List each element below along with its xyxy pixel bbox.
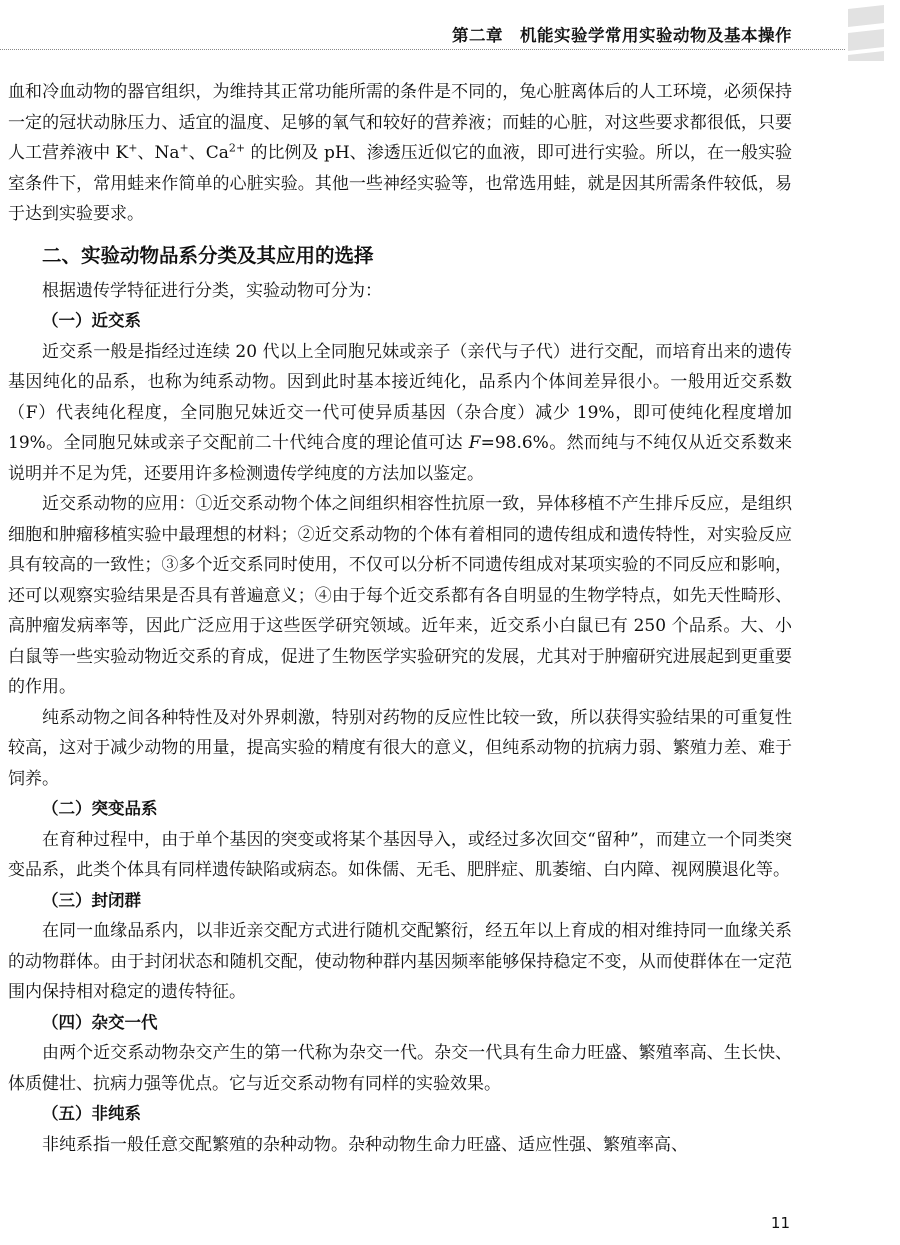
superscript-charge: +: [128, 141, 138, 155]
paragraph-text: 、Ca: [188, 143, 229, 163]
section-intro: 根据遗传学特征进行分类，实验动物可分为：: [42, 280, 382, 301]
paragraph-mutant: 在育种过程中，由于单个基因的突变或将某个基因导入，或经过多次回交“留种”，而建立一个同类突变品系，此类个体具有同样遗传缺陷或病态。如侏儒、无毛、肥胖症、肌萎缩、白内障、视网膜退化等。: [8, 829, 792, 880]
subsection-heading-outbred: （五）非纯系: [42, 1104, 141, 1123]
paragraph-closed-colony: 在同一血缘品系内，以非近亲交配方式进行随机交配繁衍，经五年以上育成的相对维持同一血缘关系的动物群体。由于封闭状态和随机交配，使动物种群内基因频率能够保持稳定不变，从而使群体在一定范围内保持相对稳定的遗传特征。: [8, 921, 792, 1002]
paragraph-f1-hybrid: 由两个近交系动物杂交产生的第一代称为杂交一代。杂交一代具有生命力旺盛、繁殖率高、生长快、体质健壮、抗病力强等优点。它与近交系动物有同样的实验效果。: [8, 1043, 792, 1094]
paragraph-inbred-characteristics: 纯系动物之间各种特性及对外界刺激，特别对药物的反应性比较一致，所以获得实验结果的可重复性较高，这对于减少动物的用量，提高实验的精度有很大的意义，但纯系动物的抗病力弱、繁殖力差、难于饲养。: [8, 707, 792, 789]
paragraph-text: 的比例及 pH、渗透压近似它的血液，即可进行实验。所以，在一般实验室条件下，常用蛙来作简单的心脏实验。其他一些神经实验等，也常选用蛙，就是因其所需条件较低，易于达到实验要求。: [8, 143, 792, 224]
italic-variable: F: [468, 433, 481, 453]
paragraph-inbred-definition: [8, 337, 792, 490]
paragraph-continued: [8, 77, 792, 230]
subsection-heading-closed-colony: （三）封闭群: [42, 890, 141, 910]
paragraph-text: =98.6%。然而纯与不纯仅从近交系数来说明并不足为凭，还要用许多检测遗传学纯度的方法加以鉴定。: [8, 433, 792, 484]
subsection-heading-inbred: （一）近交系: [42, 311, 141, 330]
page-header: [0, 0, 900, 50]
subsection-heading-mutant: （二）突变品系: [42, 799, 158, 818]
superscript-charge: 2+: [228, 141, 246, 155]
running-header-title: 第二章 机能实验学常用实验动物及基本操作: [452, 26, 792, 45]
subsection-heading-f1-hybrid: （四）杂交一代: [42, 1012, 158, 1032]
section-heading: 二、实验动物品系分类及其应用的选择: [42, 243, 374, 267]
superscript-charge: +: [179, 141, 189, 155]
paragraph-text: 近交系一般是指经过连续 20 代以上全同胞兄妹或亲子（亲代与子代）进行交配，而培育出来的遗传基因纯化的品系，也称为纯系动物。因到此时基本接近纯化，品系内个体间差异很小。一般用近交系数（F）代表纯化程度，全同胞兄妹近交一代可使异质基因（杂合度）减少 19%，即可使纯化程度增加 19%。全同胞兄妹或亲子交配前二十代纯合度的理论值可达: [8, 341, 792, 453]
page-body: [8, 77, 792, 1160]
paragraph-text: 、Na: [137, 143, 180, 163]
paragraph-inbred-applications: 近交系动物的应用：①近交系动物个体之间组织相容性抗原一致，异体移植不产生排斥反应，是组织细胞和肿瘤移植实验中最理想的材料；②近交系动物的个体有着相同的遗传组成和遗传特性，对实验反应具有较高的一致性；③多个近交系同时使用，不仅可以分析不同遗传组成对某项实验的不同反应和影响，还可以观察实验结果是否具有普遍意义；④由于每个近交系都有各自明显的生物学特点，如先天性畸形、高肿瘤发病率等，因此广泛应用于这些医学研究领域。近年来，近交系小白鼠已有 250 个品系。大、小白鼠等一些实验动物近交系的育成，促进了生物医学实验研究的发展，尤其对于肿瘤研究进展起到更重要的作用。: [8, 494, 792, 697]
paragraph-text: 血和冷血动物的器官组织，为维持其正常功能所需的条件是不同的，兔心脏离体后的人工环境，必须保持一定的冠状动脉压力、适宜的温度、足够的氧气和较好的营养液；而蛙的心脏，对这些要求都很低，只要人工营养液中 K: [8, 82, 792, 163]
header-dotted-rule: [0, 49, 845, 50]
page-number: 11: [770, 1214, 790, 1232]
paragraph-outbred: 非纯系指一般任意交配繁殖的杂种动物。杂种动物生命力旺盛、适应性强、繁殖率高、: [42, 1134, 688, 1155]
chapter-tab-icon: [846, 3, 886, 61]
